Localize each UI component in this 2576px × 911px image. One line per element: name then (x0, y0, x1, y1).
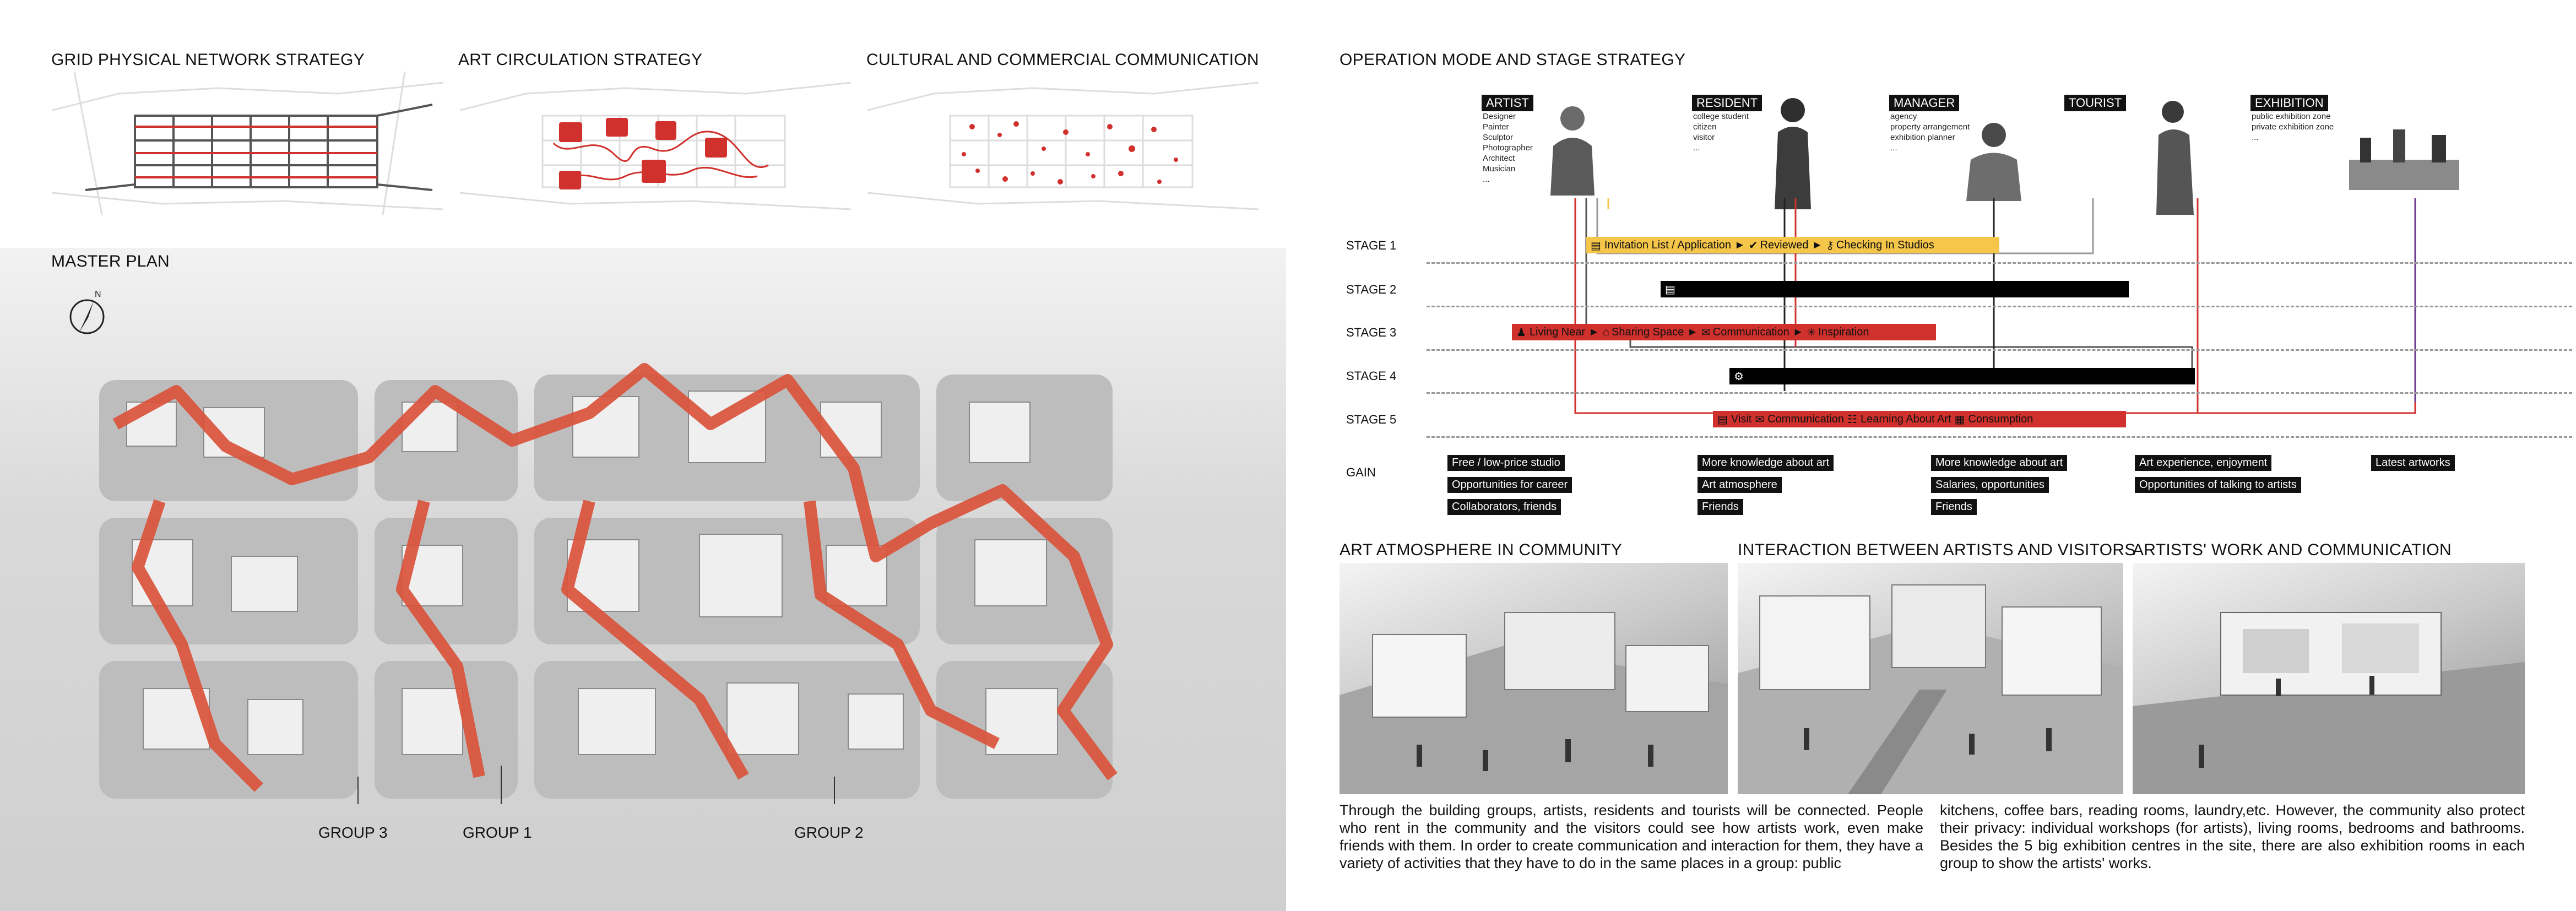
gain-tourist-2: Opportunities of talking to artists (2135, 477, 2301, 493)
cultural-strategy-title: CULTURAL AND COMMERCIAL COMMUNICATION (866, 51, 1259, 69)
stage-3-divider (1427, 349, 2572, 351)
master-plan-title: MASTER PLAN (51, 252, 170, 270)
stage-1-step-2: Reviewed (1760, 238, 1809, 251)
role-resident-label: RESIDENT (1692, 95, 1762, 111)
description-right: kitchens, coffee bars, reading rooms, laundry,etc. However, the community also protect their privacy: individual workshops (for artists), living rooms, bedrooms and bathrooms. Besides the 5 big exhibition centres in the site, there are also exhibition rooms in each group to show the artists' works. (1940, 802, 2525, 871)
stage-5-step-4: Consumption (1968, 413, 2033, 425)
arrow-icon: ► (1734, 238, 1745, 251)
people-icon: ♟ (1516, 326, 1526, 339)
description-left: Through the building groups, artists, residents and tourists will be connected. People who rent in the community and the visitors could see how artists work, even make friends with them. In order to create communication and interaction for them, they have a variety of activities that they have to do in the same places in a group: public (1339, 802, 1923, 871)
stage-3-bar (1512, 324, 1936, 340)
document-icon: ▤ (1591, 239, 1601, 252)
stage-2-bar (1661, 281, 2129, 297)
stage-2-divider (1427, 306, 2572, 307)
gain-resident-2: Art atmosphere (1698, 477, 1782, 493)
manager-figure-icon (1961, 118, 2027, 201)
chat-icon: ✉ (1701, 326, 1711, 339)
document-icon: ▤ (1665, 283, 1675, 296)
gain-manager-1: More knowledge about art (1931, 455, 2067, 471)
rendering-1-image (1339, 563, 1728, 794)
spark-icon: ✳ (1807, 326, 1816, 339)
ticket-icon: ▤ (1717, 413, 1728, 426)
role-manager-label: MANAGER (1889, 95, 1959, 111)
book-icon: ☷ (1847, 413, 1857, 426)
arrow-icon: ► (1792, 326, 1804, 338)
stage-4-label: STAGE 4 (1346, 369, 1397, 383)
rendering-3-image (2133, 563, 2525, 794)
group-2-label: GROUP 2 (794, 824, 864, 841)
group-3-label: GROUP 3 (318, 824, 388, 841)
gain-manager-3: Friends (1931, 499, 1977, 515)
artist-figure-icon (1542, 102, 1603, 196)
rendering-1-title: ART ATMOSPHERE IN COMMUNITY (1339, 541, 1623, 559)
role-manager-list: agency property arrangement exhibition planner ... (1890, 112, 1970, 153)
stage-5-step-2: Communication (1767, 413, 1845, 425)
rendering-2-image (1738, 563, 2123, 794)
stage-1-step-3: Checking In Studios (1836, 238, 1934, 251)
stage-1-step-1: Invitation List / Application (1604, 238, 1732, 251)
circulation-strategy-title: ART CIRCULATION STRATEGY (458, 51, 703, 69)
key-icon: ⚷ (1826, 239, 1834, 252)
stage-1-label: STAGE 1 (1346, 238, 1397, 252)
gain-resident-1: More knowledge about art (1698, 455, 1834, 471)
role-exhibition-list: public exhibition zone private exhibition zone ... (2252, 112, 2334, 142)
stage-5-step-3: Learning About Art (1860, 413, 1951, 425)
stage-3-step-1: Living Near (1529, 326, 1586, 338)
stage-3-step-2: Sharing Space (1612, 326, 1684, 338)
stage-5-step-1: Visit (1731, 413, 1752, 425)
gain-tourist-1: Art experience, enjoyment (2135, 455, 2271, 471)
chat-icon: ✉ (1755, 413, 1765, 426)
stage-3-step-4: Inspiration (1818, 326, 1869, 338)
house-icon: ⌂ (1602, 326, 1609, 338)
north-arrow-icon (66, 289, 110, 339)
check-icon: ✔ (1748, 239, 1758, 252)
role-artist-list: Designer Painter Sculptor Photographer Architect Musician ... (1483, 112, 1533, 184)
gain-artist-2: Opportunities for career (1447, 477, 1572, 493)
stage-1-bar (1586, 237, 1999, 253)
cart-icon: ▦ (1954, 413, 1965, 426)
rendering-3-title: ARTISTS' WORK AND COMMUNICATION (2133, 541, 2452, 559)
group-1-label: GROUP 1 (463, 824, 532, 841)
master-plan-map (94, 358, 1234, 815)
stage-connection-lines (1564, 198, 2434, 441)
gain-exhibition-1: Latest artworks (2371, 455, 2455, 471)
stage-1-divider (1427, 262, 2572, 264)
arrow-icon: ► (1812, 238, 1823, 251)
role-exhibition-label: EXHIBITION (2250, 95, 2328, 111)
grid-network-diagram (52, 72, 443, 215)
gain-resident-3: Friends (1698, 499, 1743, 515)
stage-3-step-3: Communication (1712, 326, 1789, 338)
cultural-diagram (867, 72, 1259, 215)
role-resident-list: college student citizen visitor ... (1693, 112, 1749, 153)
stage-3-label: STAGE 3 (1346, 326, 1397, 339)
gain-artist-3: Collaborators, friends (1447, 499, 1561, 515)
rendering-2-title: INTERACTION BETWEEN ARTISTS AND VISITORS (1738, 541, 2136, 559)
stage-2-label: STAGE 2 (1346, 283, 1397, 296)
arrow-icon: ► (1687, 326, 1698, 338)
role-tourist-label: TOURIST (2064, 95, 2126, 111)
north-label: N (95, 290, 101, 299)
operation-title: OPERATION MODE AND STAGE STRATEGY (1339, 51, 1686, 69)
gain-manager-2: Salaries, opportunities (1931, 477, 2049, 493)
gain-label: GAIN (1346, 465, 1376, 479)
stage-5-divider (1427, 436, 2572, 438)
circulation-diagram (460, 72, 851, 215)
stage-4-divider (1427, 392, 2572, 394)
role-artist-label: ARTIST (1482, 95, 1533, 111)
gain-artist-1: Free / low-price studio (1447, 455, 1565, 471)
bike-icon: ⚙ (1734, 370, 1744, 383)
grid-strategy-title: GRID PHYSICAL NETWORK STRATEGY (51, 51, 365, 69)
stage-5-bar (1713, 411, 2126, 427)
tourist-figure-icon (2151, 96, 2200, 215)
exhibition-figure-icon (2349, 121, 2459, 190)
stage-4-bar (1729, 368, 2195, 384)
resident-figure-icon (1768, 94, 1818, 209)
stage-5-label: STAGE 5 (1346, 413, 1397, 426)
arrow-icon: ► (1588, 326, 1599, 338)
